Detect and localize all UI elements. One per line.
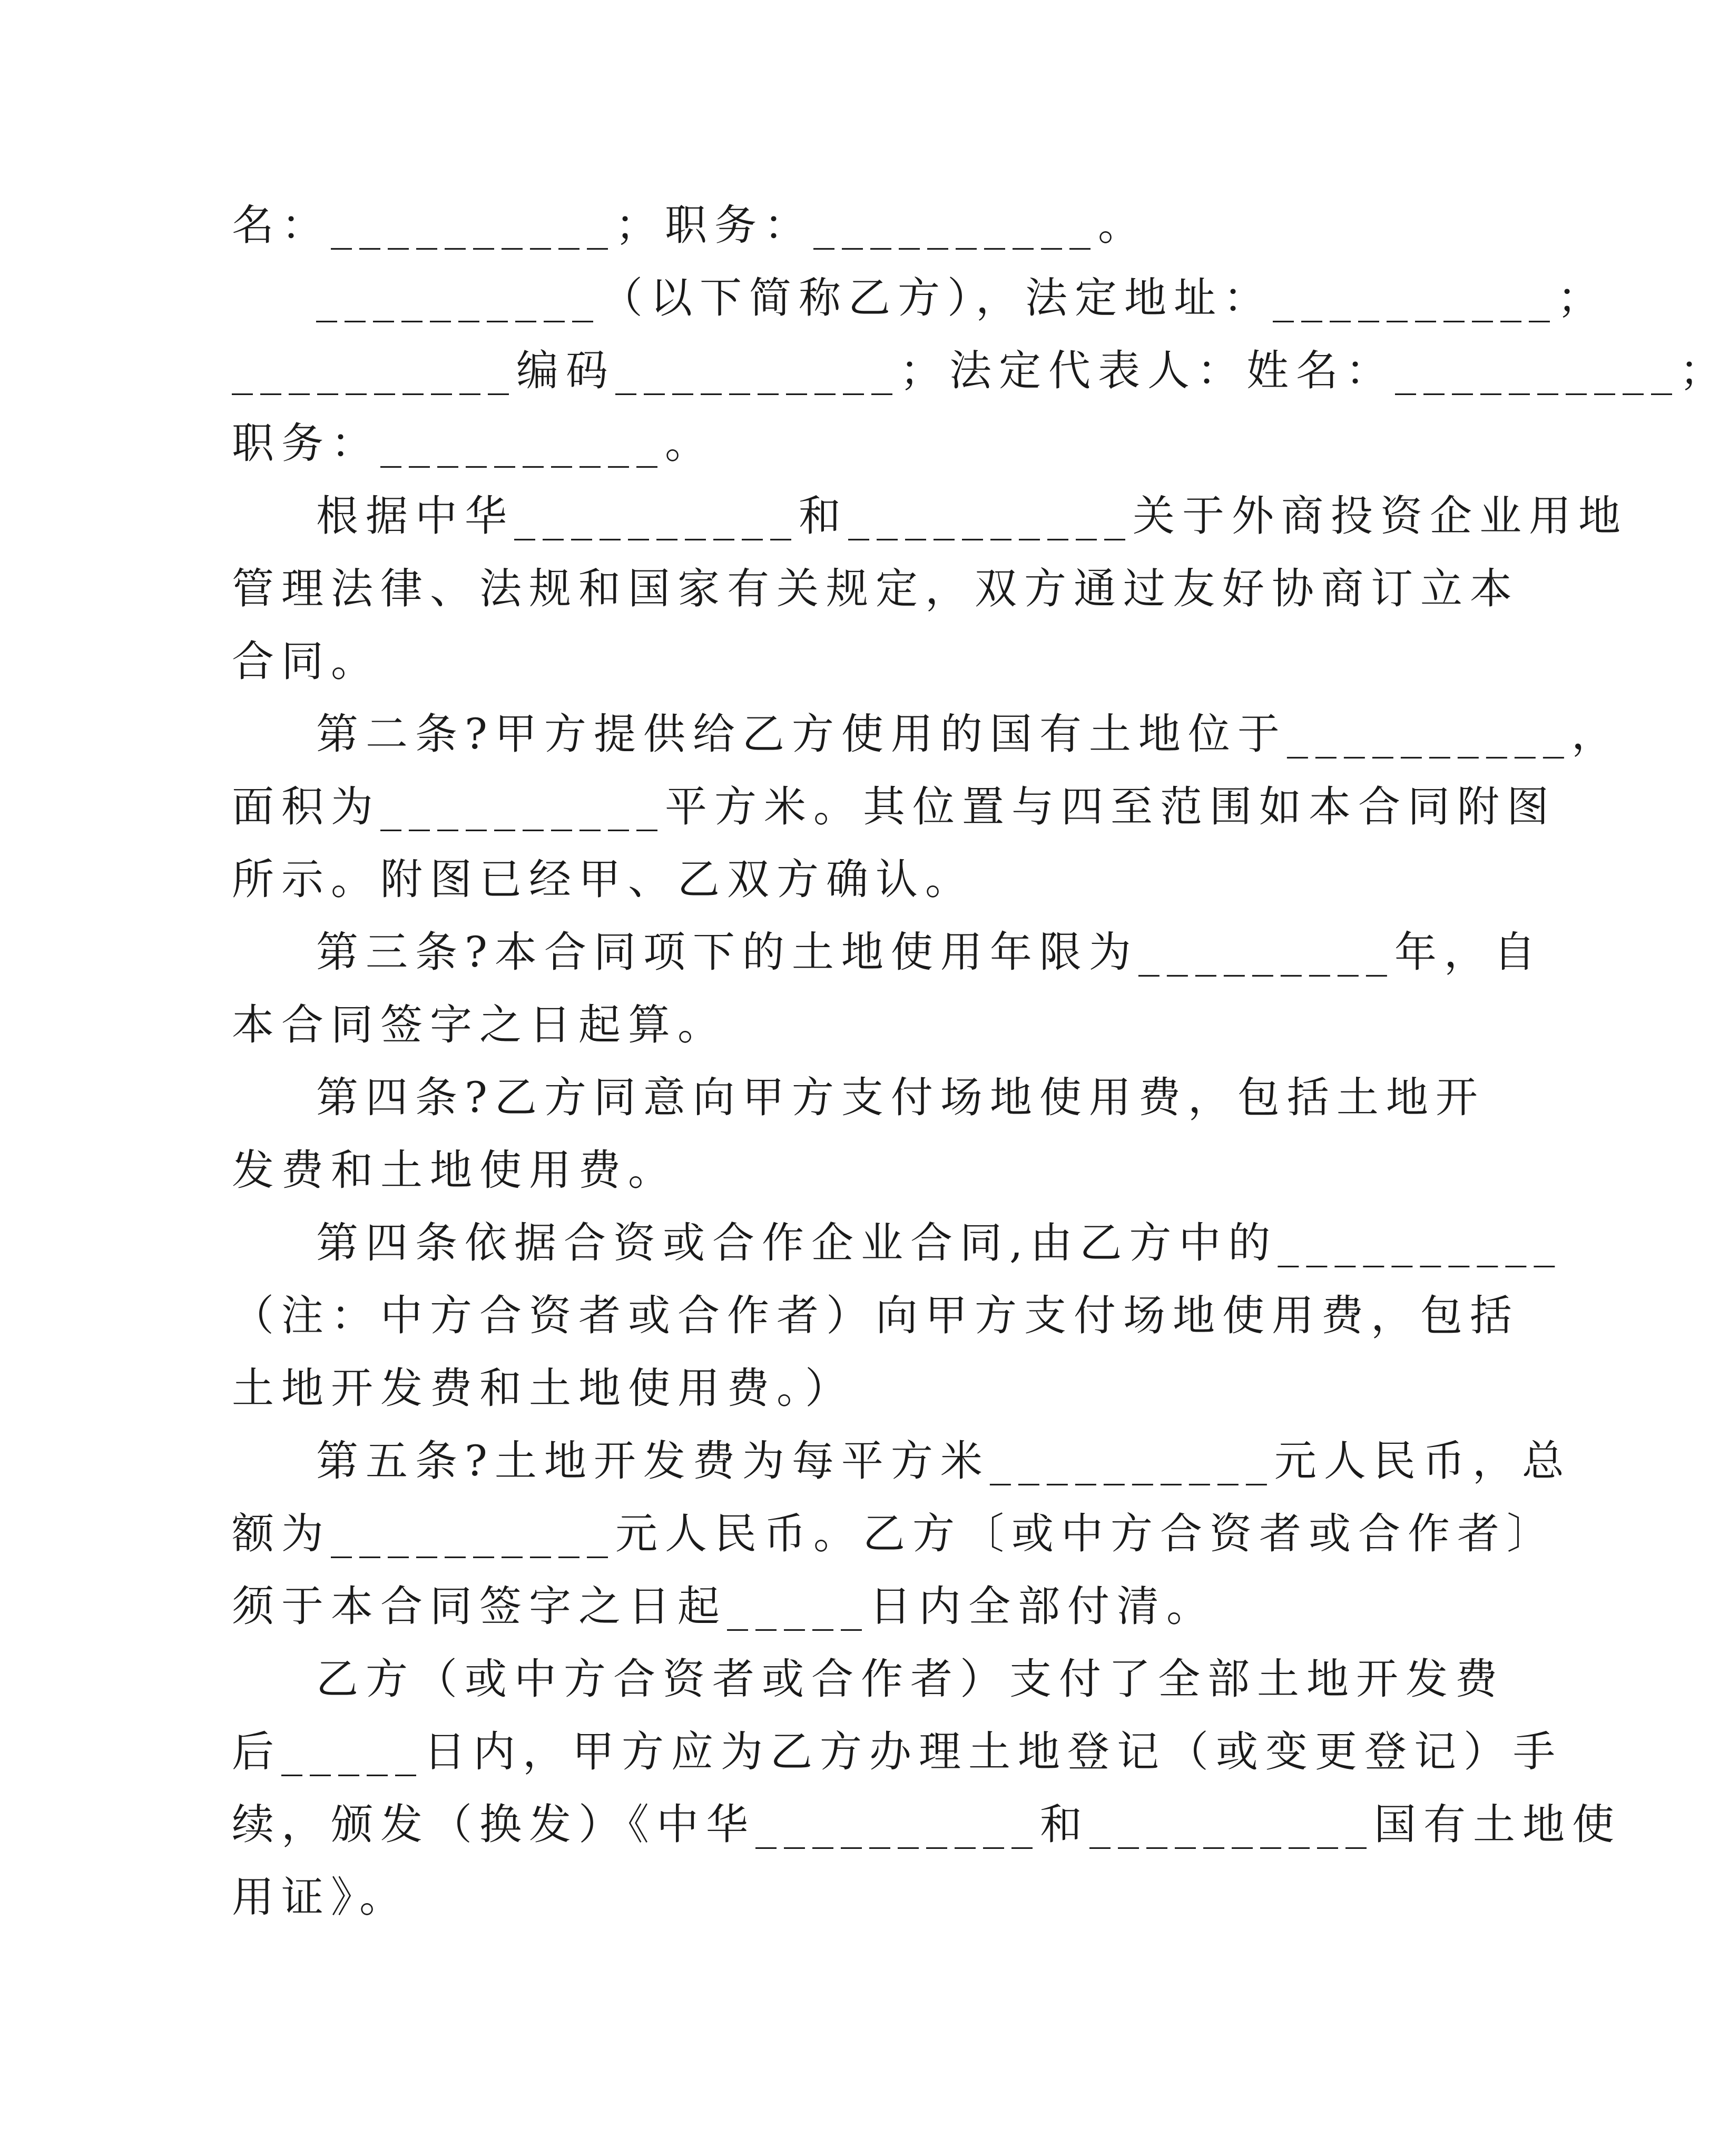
text-line: 发费和土地使用费。 <box>232 1146 677 1195</box>
text-line: 第五条?土地开发费为每平方米__________元人民币，总 <box>316 1436 1571 1485</box>
text-line: 第三条?本合同项下的土地使用年限为_________年，自 <box>316 928 1543 977</box>
text-line: 第四条依据合资或合作企业合同,由乙方中的__________ <box>316 1218 1563 1267</box>
text-line: 所示。附图已经甲、乙双方确认。 <box>232 855 975 904</box>
text-line: 第二条?甲方提供给乙方使用的国有土地位于__________， <box>316 710 1621 759</box>
text-line: 面积为__________平方米。其位置与四至范围如本合同附图 <box>232 782 1556 831</box>
text-line: 合同。 <box>232 637 380 686</box>
text-line: 根据中华__________和__________关于外商投资企业用地 <box>316 491 1628 540</box>
text-line: 土地开发费和土地使用费。） <box>232 1364 854 1413</box>
text-line: 须于本合同签字之日起_____日内全部付清。 <box>232 1582 1216 1631</box>
text-line: 乙方（或中方合资者或合作者）支付了全部土地开发费 <box>316 1655 1505 1704</box>
text-line: （注：中方合资者或合作者）向甲方支付场地使用费，包括 <box>232 1291 1519 1340</box>
text-line: 用证》。 <box>232 1873 409 1922</box>
text-line: 本合同签字之日起算。 <box>232 1000 727 1049</box>
text-line: __________（以下简称乙方），法定地址：__________； <box>316 273 1607 322</box>
text-line: 名：__________；职务：__________。 <box>232 201 1147 250</box>
text-line: 后_____日内，甲方应为乙方办理土地登记（或变更登记）手 <box>232 1727 1563 1776</box>
text-line: 续，颁发（换发）《中华__________和__________国有土地使 <box>232 1800 1622 1849</box>
text-line: 管理法律、法规和国家有关规定，双方通过友好协商订立本 <box>232 564 1519 613</box>
text-line: __________编码__________；法定代表人：姓名：__________； <box>232 346 1729 395</box>
text-line: 第四条?乙方同意向甲方支付场地使用费，包括土地开 <box>316 1073 1485 1122</box>
text-line: 额为__________元人民币。乙方〔或中方合资者或合作者〕 <box>232 1509 1556 1558</box>
text-line: 职务：__________。 <box>232 419 714 468</box>
